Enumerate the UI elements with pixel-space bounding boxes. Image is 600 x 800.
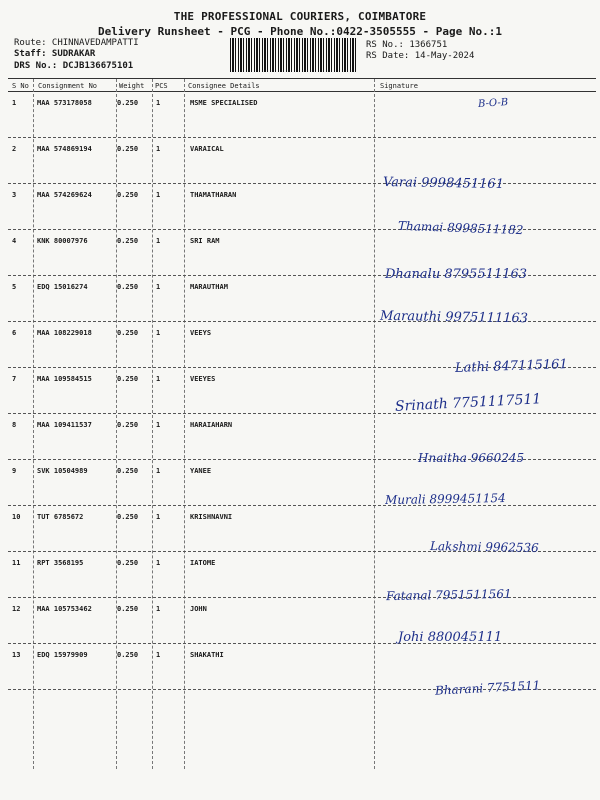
consignment-number: MAA 108229018 <box>37 329 92 337</box>
weight-value: 0.250 <box>117 421 139 429</box>
serial-number: 13 <box>12 651 21 659</box>
serial-number: 5 <box>12 283 17 291</box>
handwritten-signature: Marauthi 9975111163 <box>379 308 529 327</box>
handwritten-signature: B-O-B <box>477 96 509 111</box>
handwritten-signature: Johi 880045111 <box>398 630 503 645</box>
col-header-consignment: Consignment No <box>38 82 98 90</box>
pcs-value: 1 <box>156 467 161 475</box>
handwritten-signature: Varai 9998451161 <box>382 174 505 193</box>
consignee-name: MARAUTHAM <box>190 283 228 291</box>
consignee-name: MSME SPECIALISED <box>190 99 258 107</box>
serial-number: 6 <box>12 329 17 337</box>
consignee-name: VARAICAL <box>190 145 224 153</box>
consignment-number: EDQ 15979909 <box>37 651 88 659</box>
serial-number: 7 <box>12 375 17 383</box>
consignment-number: RPT 3568195 <box>37 559 84 567</box>
consignee-name: IATOME <box>190 559 216 567</box>
handwritten-signature: Bharani 7751511 <box>434 678 541 698</box>
serial-number: 1 <box>12 99 17 107</box>
col-header-sno: S No <box>12 82 29 90</box>
rs-number: RS No.: 1366751 <box>366 40 448 50</box>
handwritten-signature: Lathi 847115161 <box>454 357 568 376</box>
pcs-value: 1 <box>156 145 161 153</box>
runsheet-subtitle: Delivery Runsheet - PCG - Phone No.:0422-3505555 - Page No.:1 <box>98 25 502 38</box>
handwritten-signature: Lakshmi 9962536 <box>429 539 539 555</box>
weight-value: 0.250 <box>117 605 139 613</box>
pcs-value: 1 <box>156 283 161 291</box>
consignee-name: YANEE <box>190 467 212 475</box>
handwritten-signature: Murali 8999451154 <box>384 490 506 508</box>
consignment-number: EDQ 15016274 <box>37 283 88 291</box>
staff-label: Staff: SUDRAKAR <box>14 49 96 59</box>
weight-value: 0.250 <box>117 651 139 659</box>
pcs-value: 1 <box>156 329 161 337</box>
consignee-name: SHAKATHI <box>190 651 224 659</box>
consignment-number: MAA 105753462 <box>37 605 92 613</box>
consignment-number: MAA 109584515 <box>37 375 92 383</box>
serial-number: 4 <box>12 237 17 245</box>
serial-number: 2 <box>12 145 17 153</box>
pcs-value: 1 <box>156 421 161 429</box>
pcs-value: 1 <box>156 559 161 567</box>
weight-value: 0.250 <box>117 513 139 521</box>
consignment-number: TUT 6785672 <box>37 513 84 521</box>
serial-number: 8 <box>12 421 17 429</box>
consignment-number: SVK 10504989 <box>37 467 88 475</box>
handwritten-signature: Thamai 8998511182 <box>397 218 524 238</box>
consignee-name: VEEYES <box>190 375 216 383</box>
weight-value: 0.250 <box>117 467 139 475</box>
row-divider <box>8 137 596 138</box>
serial-number: 3 <box>12 191 17 199</box>
handwritten-signature: Fatanal 7951511561 <box>385 586 512 604</box>
table-header-rule <box>8 91 596 92</box>
consignee-name: HARAIAHARN <box>190 421 233 429</box>
row-divider <box>8 505 596 506</box>
drs-number: DRS No.: DCJB136675101 <box>14 61 134 71</box>
rs-date: RS Date: 14-May-2024 <box>366 51 475 61</box>
consignment-number: KNK 80007976 <box>37 237 88 245</box>
col-header-signature: Signature <box>380 82 418 90</box>
consignment-number: MAA 573178058 <box>37 99 92 107</box>
weight-value: 0.250 <box>117 191 139 199</box>
weight-value: 0.250 <box>117 145 139 153</box>
serial-number: 11 <box>12 559 21 567</box>
pcs-value: 1 <box>156 237 161 245</box>
consignee-name: VEEYS <box>190 329 212 337</box>
col-header-consignee: Consignee Details <box>188 82 260 90</box>
table-top-rule <box>8 78 596 79</box>
pcs-value: 1 <box>156 513 161 521</box>
col-header-pcs: PCS <box>155 82 168 90</box>
weight-value: 0.250 <box>117 237 139 245</box>
row-divider <box>8 183 596 184</box>
pcs-value: 1 <box>156 191 161 199</box>
barcode-image <box>230 38 358 72</box>
pcs-value: 1 <box>156 375 161 383</box>
pcs-value: 1 <box>156 605 161 613</box>
weight-value: 0.250 <box>117 559 139 567</box>
weight-value: 0.250 <box>117 375 139 383</box>
consignee-name: THAMATHARAN <box>190 191 237 199</box>
consignee-name: SRI RAM <box>190 237 220 245</box>
consignee-name: JOHN <box>190 605 207 613</box>
handwritten-signature: Dhanalu 8795511163 <box>385 267 528 282</box>
weight-value: 0.250 <box>117 283 139 291</box>
handwritten-signature: Srinath 7751117511 <box>394 391 542 415</box>
pcs-value: 1 <box>156 651 161 659</box>
consignment-number: MAA 574269624 <box>37 191 92 199</box>
route-label: Route: CHINNAVEDAMPATTI <box>14 38 139 48</box>
serial-number: 12 <box>12 605 21 613</box>
pcs-value: 1 <box>156 99 161 107</box>
row-divider <box>8 643 596 644</box>
company-title: THE PROFESSIONAL COURIERS, COIMBATORE <box>173 10 427 23</box>
handwritten-signature: Hnaitha 9660245 <box>418 451 525 465</box>
row-divider <box>8 413 596 414</box>
col-header-weight: Weight <box>119 82 145 90</box>
weight-value: 0.250 <box>117 329 139 337</box>
consignee-name: KRISHNAVNI <box>190 513 233 521</box>
serial-number: 9 <box>12 467 17 475</box>
consignment-number: MAA 574869194 <box>37 145 92 153</box>
consignment-number: MAA 109411537 <box>37 421 92 429</box>
serial-number: 10 <box>12 513 21 521</box>
weight-value: 0.250 <box>117 99 139 107</box>
